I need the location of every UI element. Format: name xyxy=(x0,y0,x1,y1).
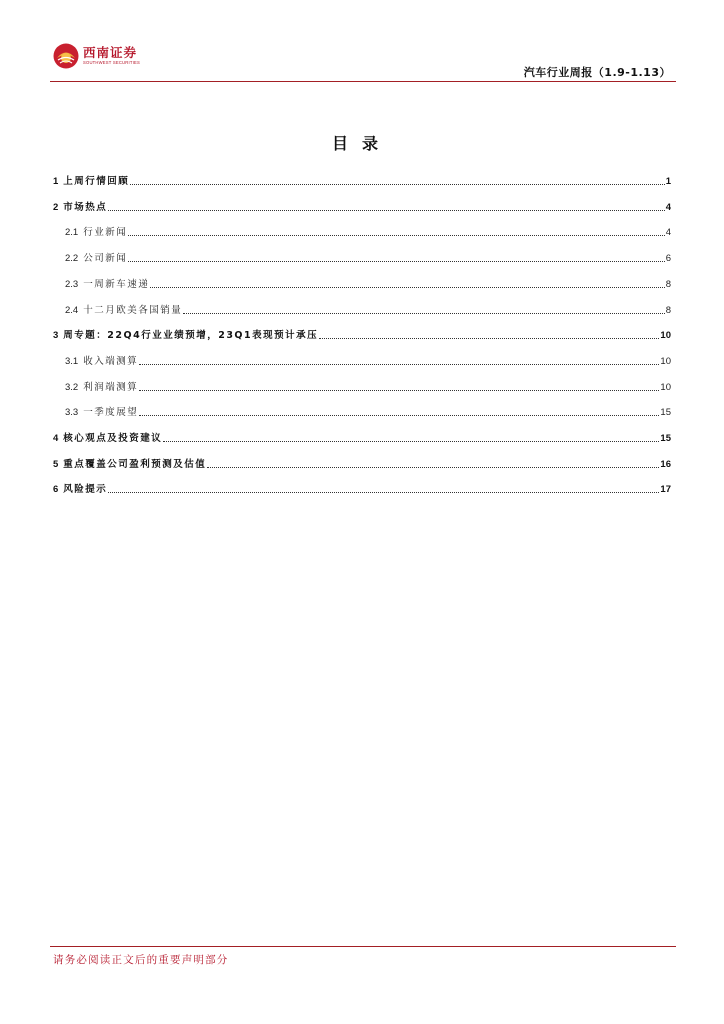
footer-disclaimer: 请务必阅读正文后的重要声明部分 xyxy=(53,954,229,966)
toc-entry-number: 3 xyxy=(53,330,59,341)
toc-entry-number: 5 xyxy=(53,459,59,470)
toc-dot-leader xyxy=(108,209,664,211)
toc-entry-title: 收入端测算 xyxy=(83,356,139,367)
toc-entry-title: 一季度展望 xyxy=(83,407,139,418)
toc-entry[interactable] xyxy=(53,352,671,368)
toc-entry-number: 2.3 xyxy=(65,279,79,290)
header-divider xyxy=(50,81,676,82)
company-logo xyxy=(53,43,140,69)
toc-entry[interactable] xyxy=(53,172,671,188)
toc-entry-page: 8 xyxy=(665,305,671,316)
toc-entry-title: 行业新闻 xyxy=(83,227,128,238)
toc-dot-leader xyxy=(163,440,659,442)
toc-entry-number: 3.1 xyxy=(65,356,79,367)
toc-dot-leader xyxy=(139,363,659,365)
toc-dot-leader xyxy=(319,337,659,339)
toc-entry-page: 10 xyxy=(660,356,671,367)
toc-entry[interactable] xyxy=(53,249,671,265)
toc-entry-page: 10 xyxy=(660,330,671,341)
toc-dot-leader xyxy=(183,312,664,314)
toc-entry-title: 利润端测算 xyxy=(83,382,139,393)
logo-emblem-icon xyxy=(53,43,79,69)
toc-entry-number: 1 xyxy=(53,176,59,187)
toc-entry-page: 10 xyxy=(660,382,671,393)
toc-entry[interactable] xyxy=(53,403,671,419)
toc-title: 目录 xyxy=(331,134,392,153)
toc-entry-page: 6 xyxy=(665,253,671,264)
toc-entry-page: 17 xyxy=(660,484,671,495)
toc-dot-leader xyxy=(150,286,664,288)
toc-entry-page: 15 xyxy=(660,407,671,418)
logo-chinese-name: 西南证券 xyxy=(83,45,138,60)
toc-entry-number: 4 xyxy=(53,433,59,444)
toc-dot-leader xyxy=(130,183,664,185)
toc-entry-page: 4 xyxy=(665,227,671,238)
footer-divider xyxy=(50,946,676,947)
toc-entry-number: 2.4 xyxy=(65,305,79,316)
toc-dot-leader xyxy=(139,414,659,416)
toc-entry-number: 2 xyxy=(53,202,59,213)
logo-english-name: SOUTHWEST SECURITIES xyxy=(83,60,140,65)
toc-entry-page: 16 xyxy=(660,459,671,470)
toc-entry-title: 上周行情回顾 xyxy=(63,176,130,187)
toc-entry[interactable] xyxy=(53,301,671,317)
toc-entry-title: 核心观点及投资建议 xyxy=(63,433,163,444)
report-name: 汽车行业周报（1.9-1.13） xyxy=(523,66,671,79)
toc-entry-page: 4 xyxy=(665,202,671,213)
toc-entry-title: 重点覆盖公司盈利预测及估值 xyxy=(63,459,207,470)
toc-entry-page: 8 xyxy=(665,279,671,290)
toc-entry-title: 十二月欧美各国销量 xyxy=(83,305,183,316)
toc-entry-title: 风险提示 xyxy=(63,484,108,495)
toc-entry-number: 3.3 xyxy=(65,407,79,418)
toc-entry[interactable] xyxy=(53,480,671,496)
toc-dot-leader xyxy=(128,234,664,236)
toc-dot-leader xyxy=(108,491,659,493)
page-header xyxy=(0,0,724,82)
toc-entry-page: 1 xyxy=(665,176,671,187)
toc-entry-title: 周专题：22Q4行业业绩预增，23Q1表现预计承压 xyxy=(63,330,319,341)
toc-entry[interactable] xyxy=(53,378,671,394)
toc-entry-title: 一周新车速递 xyxy=(83,279,150,290)
toc-entry-number: 6 xyxy=(53,484,59,495)
toc-dot-leader xyxy=(128,260,664,262)
toc-entry[interactable] xyxy=(53,429,671,445)
toc-entry-title: 公司新闻 xyxy=(83,253,128,264)
toc-entry[interactable] xyxy=(53,223,671,239)
toc-dot-leader xyxy=(207,466,659,468)
toc-entry[interactable] xyxy=(53,326,671,342)
toc-entry-number: 3.2 xyxy=(65,382,79,393)
toc-entry[interactable] xyxy=(53,198,671,214)
toc-dot-leader xyxy=(139,389,659,391)
toc-entry-number: 2.2 xyxy=(65,253,79,264)
toc-entry-number: 2.1 xyxy=(65,227,79,238)
toc-entry-title: 市场热点 xyxy=(63,202,108,213)
toc-entry[interactable] xyxy=(53,275,671,291)
toc-entry-page: 15 xyxy=(660,433,671,444)
toc-entry[interactable] xyxy=(53,455,671,471)
